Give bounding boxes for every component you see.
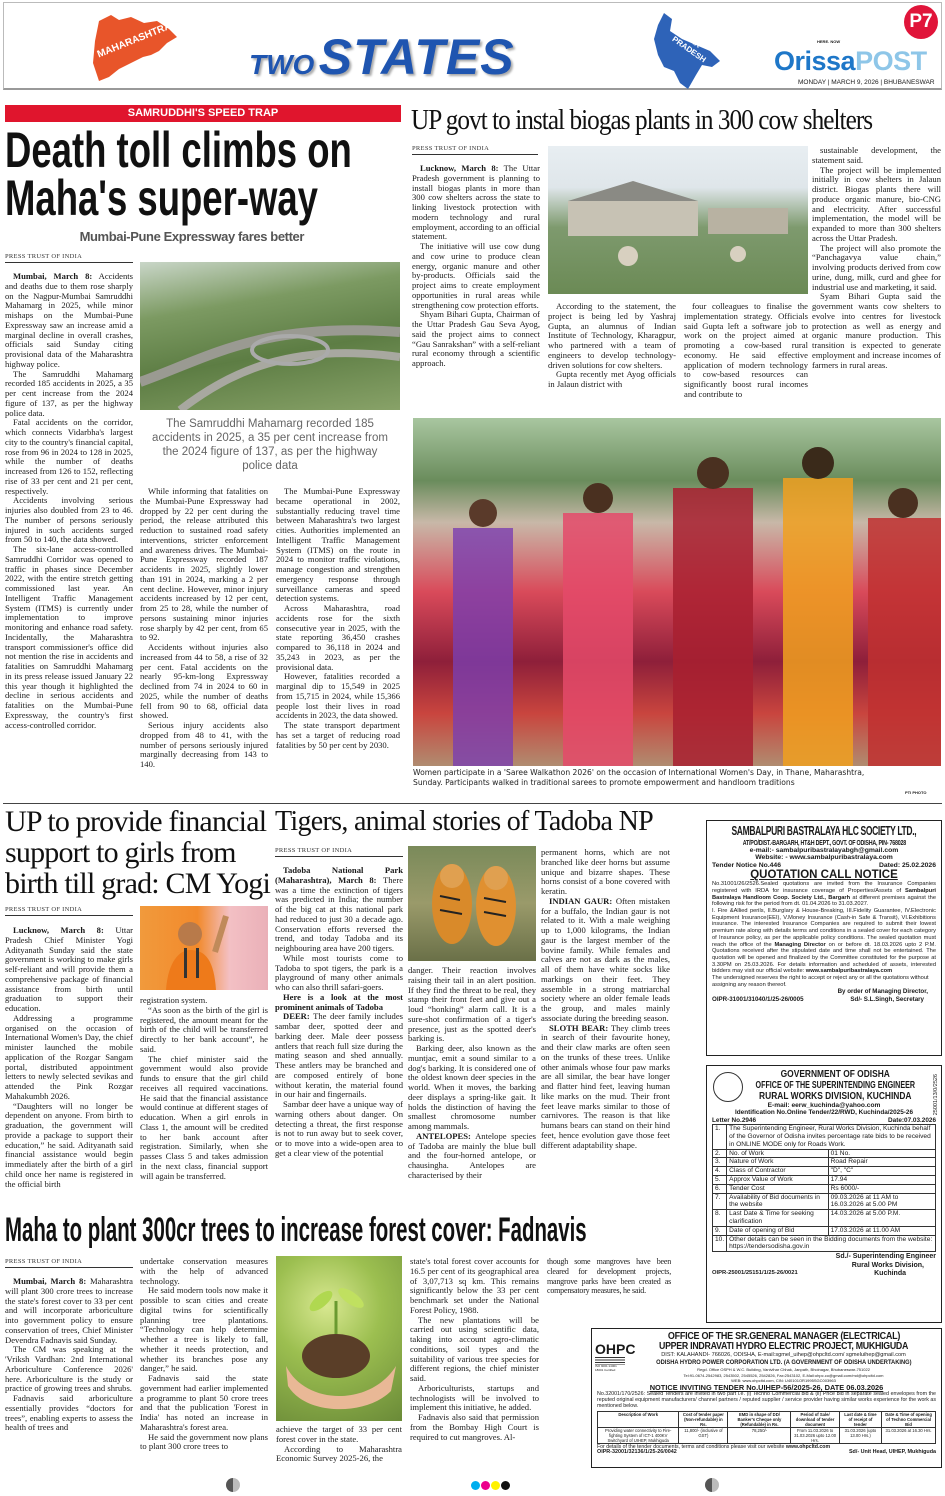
saree-walkathon-photo	[413, 418, 941, 766]
paragraph: Fatal accidents on the corridor, which connects Vidarbha's largest city to the country's financial capital, rose from 96 in 2024 to 128 in 2025, while the number of deaths increased from 126 to 152, reflecting rise of 33 per cent and 21 per cent, respectively.	[5, 417, 133, 496]
paragraph-text: The deer family includes sambar deer, spotted deer and barking deer. Male deer possess antlers that reach full size during the mating season and shed annually. These antlers may be branched and are composed entirely of bone without keratin, the material found in our hair and fingernails.	[275, 1011, 403, 1100]
ad-title: UPPER INDRAVATI HYDRO ELECTRIC PROJECT, MUKHIGUDA	[658, 1341, 909, 1352]
paragraph-text: though some mangroves have been cleared for development projects, mangrove parks have been created as compensatory measures, he said.	[547, 1257, 671, 1296]
text: POST	[855, 46, 927, 76]
text: By order of Managing Director,	[837, 988, 928, 996]
paragraph	[275, 866, 403, 954]
paragraph-text: Uttar Pradesh Chief Minister Yogi Adityanath Sunday said the state government is working to make girls self-reliant and will provide them a comprehensive package of financial assistance from birth until graduation to support their education.	[5, 926, 133, 1013]
paragraph	[276, 1425, 402, 1445]
paragraph: Fadnavis also said that permission from the Bombay High Court is required to cut mangroves. Al-	[410, 1412, 539, 1442]
text: birth till grad: CM Yogi	[5, 867, 271, 900]
paragraph: Accidents without injuries also increased from 44 to 58, a rise of 32 per cent. Fatal accidents on the nearly 95-km-long Expressway declined from 74 in 2024 to 60 in 2025, while the number of deaths fell from 90 to 68, official data showed.	[140, 642, 268, 721]
paragraph: The new plantations will be carried out using scientific data, taking into account agro-climatic conditions, soil types and the suitability of various tree species for different regions, the chief minister said.	[410, 1314, 539, 1383]
paragraph: Sambar deer have a unique way of warning others about danger. On detecting a threat, the first response is not to run away but to seek cover, or to move into a wide-open area to get a clear view of the potential	[275, 1099, 403, 1158]
registration-mark	[226, 1478, 240, 1492]
paragraph: four colleagues to finalise the implementation strategy. Officials said Gupta left a software job to work on the project aimed at promoting a cow-based rural economy. He said effective application of modern technology to cow-based resources can significantly boost rural incomes and contribute to	[684, 302, 808, 399]
headline	[411, 103, 945, 137]
lead-in: DEER:	[283, 1011, 310, 1022]
text: I. Fire &Allied perils, II.Burglary & House-Breaking, III.Fidelity Guarantee, IV.Electronic Equipment Insurance(EEI), V.Money Insurance (Cash-in Safe & Transit), VI.Exhibitions insurance. The interested Insurance Companies are required to submit their lowest premium rate along with details terms and conditions in a sealed cover for each category of Insurance policy, as per the applicable policy conditions. The sealed quotation must reach the office of the	[712, 908, 936, 948]
paragraph: The Mumbai-Pune Expressway became operational in 2002, substantially reducing travel time between Maharashtra's two largest cities. Authorities implemented an Intelligent Traffic Management System (ITMS) on the route in 2024 to monitor traffic violations, manage congestion and strengthen emergency response through surveillance cameras and speed detection systems.	[276, 487, 400, 604]
cmyk-dot-yellow	[491, 1481, 500, 1490]
table-cell: 09.03.2026 at 11 AM to 16.03.2026 at 5.00 PM	[828, 1193, 935, 1210]
ohpc-logo	[595, 1332, 636, 1372]
table-row	[713, 1125, 936, 1149]
paragraph: sustainable development, the statement said.	[812, 146, 941, 165]
table-row	[713, 1235, 936, 1252]
sapling-in-hands-photo	[276, 1256, 402, 1421]
table-row	[713, 1193, 936, 1210]
table-header: Period of Sale/ download of tender document	[791, 1411, 839, 1427]
paragraph: Shyam Bihari Gupta, Chairman of the Uttar Pradesh Gau Seva Ayog, said the project aims to connect “Gau Sanrakshan” with a self-reliant rural economy through a scientific approach.	[412, 309, 540, 368]
table-cell: 17.94	[828, 1176, 935, 1185]
photo-caption: Women participate in a 'Saree Walkathon 2026' on the occasion of International Women's Day, in Thane, Maharashtra, Sunday. Participants walked in traditional sarees to promote empowerment and handloom traditions	[413, 768, 865, 787]
text: www.ohpcltd.com	[785, 1443, 831, 1450]
subhead: Mumbai-Pune Expressway fares better	[79, 229, 304, 244]
text: Maha to plant 300cr trees to increase forest cover: Fadnavis	[5, 1212, 587, 1248]
odisha-emblem-icon	[713, 1072, 743, 1102]
table-header: Date & Time of opening of Techno Commercial Bid	[882, 1411, 936, 1427]
table-cell: Availability of Bid documents in the website	[727, 1193, 828, 1210]
article-column	[140, 996, 268, 1202]
byline: PRESS TRUST OF INDIA	[275, 847, 403, 857]
paragraph: The initiative will use cow dung and cow urine to produce clean energy, organic manure and other by-products. Officials said the project aims to create employment opportunities in rural areas while strengthening cow protection efforts.	[412, 241, 540, 310]
paragraph-text: danger. Their reaction involves raising their tail in an alert position. If they find the threat to be real, they stamp their front feet and give out a loud “honking” alarm call. It is a sure-shot confirmation of a tiger's presence, just as the spotted deer's barking is.	[408, 966, 536, 1044]
table-row	[713, 1167, 936, 1176]
table-row	[713, 1226, 936, 1235]
text: Website: - www.sambalpuribastralaya.com	[755, 854, 893, 862]
article-column	[5, 926, 133, 1202]
paragraph	[5, 272, 133, 370]
paragraph-text: permanent horns, which are not branched like deer horns but assume unique and bizarre shapes. These horns consist of a bone covered with keratin.	[541, 848, 670, 896]
paragraph-text: Maharashtra will plant 300 crore trees to increase the state's forest cover to 33 per cent and will incorporate arboriculture into government policy to ensure conservation of trees, Chief Minister Devendra Fadnavis said Sunday.	[5, 1277, 133, 1345]
paragraph: While informing that fatalities on the Mumbai-Pune Expressway had dropped by 22 per cent during the period, the release attributed this reduction to sustained road safety interventions, stricter enforcement and awareness drives. The Mumbai-Pune Expressway recorded 187 accidents in 2025, slightly lower than 191 in 2024, marking a 2 per cent decline. However, minor injury accidents increased by 12 per cent, from 25 to 28, while the number of persons sustaining minor injuries rose sharply by 42 per cent, from 65 to 92.	[140, 487, 268, 643]
table-cell: "D", "C"	[828, 1167, 935, 1176]
text: For details of the tender documents, terms and conditions please visit our website	[597, 1443, 786, 1450]
ad-title: OFFICE OF THE SR.GENERAL MANAGER (ELECTRICAL)	[667, 1331, 900, 1342]
ad-corp: ODISHA HYDRO POWER CORPORATION LTD. (A GOVERNMENT OF ODISHA UNDERTAKING)	[655, 1359, 912, 1366]
paragraph: The Samruddhi Mahamarg recorded 185 accidents in 2025, a 35 per cent increase from the 2024 figure of 137, as per the highway police data.	[5, 368, 133, 418]
paragraph	[412, 164, 540, 242]
table-cell: 78,250/-	[728, 1427, 791, 1443]
text: Letter No.2946	[712, 1116, 757, 1124]
yogi-adityanath-photo	[140, 906, 268, 990]
paragraph: Accidents involving serious injuries also doubled from 23 to 46. The number of persons seriously injured in such accidents surged from 50 to 140, the data showed.	[5, 495, 133, 545]
paragraph	[541, 1024, 670, 1151]
cow-shelter-photo	[548, 146, 808, 294]
kicker: SAMRUDDHI'S SPEED TRAP	[5, 105, 401, 122]
paragraph-text: They climb trees in search of their favourite honey, and their claw marks are often seen on the trunks of these trees. Unlike other animals whose four paw marks are all similar, the bear have longer and flatter hind feet, leaving human like marks on the mud. Their front feet leave marks similar to those of carnivores. The reason is that like humans bears can stand on their hind feet, hence evolution gave those feet different adaptability shape.	[541, 1022, 670, 1150]
text: Sd/- Unit Head, UIHEP, Mukhiguda	[848, 1449, 936, 1456]
table-header: EMD in shape of DD/ Banker's Cheque only (Refundable) in Rs.	[728, 1411, 791, 1427]
registration-mark	[705, 1478, 719, 1492]
paragraph	[541, 897, 670, 1024]
text: e-mail:- sambalpuribastralayabgh@gmail.com	[749, 847, 899, 854]
lead-in: Here is a look at the most prominent animals of Tadoba	[275, 991, 403, 1012]
table-row	[713, 1176, 936, 1185]
uttar-pradesh-map-logo	[652, 9, 722, 91]
paragraph: Syam Bihari Gupta said the government wants cow shelters to evolve into centres for livestock protection as well as energy and organic manure production. This transition is expected to generate employment and increase incomes of farmers in rural areas.	[812, 291, 941, 370]
paragraph	[140, 1257, 268, 1286]
paragraph: “As soon as the birth of the girl is registered, the amount meant for the birth of the child will be transferred directly to her bank account”, he said.	[140, 1004, 268, 1054]
article-column	[547, 1257, 671, 1309]
text: ISO 9001:14001 18001 Certified	[595, 1364, 617, 1372]
paragraph: Barking deer, also known as the muntjac, emit a sound similar to a dog's barking. It is considered one of the oldest known deer species in the world. When it moves, the barking deer displays a spring-like gait. It holds the distinction of having the smallest chromosome number among mammals.	[408, 1043, 536, 1131]
table-cell: 6.	[713, 1184, 727, 1193]
table-header: Description of Work	[598, 1411, 679, 1427]
table-cell: Rs 6000/-	[828, 1184, 935, 1193]
paragraph: Serious injury accidents also dropped from 48 to 41, with the number of persons seriously injured marginally decreasing from 143 to 140.	[140, 720, 268, 769]
ad-side-code: 25001/13/0/2526	[932, 1074, 939, 1116]
paragraph-text: There was a time the extinction of tigers was predicted in India; the number of the big cat at this national park had reduced to just 30 a decade ago. Conservation efforts reversed the trend, and today Tadoba and its neighbouring area have 200 tigers.	[275, 874, 403, 953]
text: Death toll climbs on	[5, 126, 352, 178]
table-cell: 31.03.2026 at 16.30 Hrs.	[882, 1427, 936, 1443]
table-cell: 8.	[713, 1210, 727, 1227]
text: OIPR-31001/31040/1/25-26/0005	[712, 995, 804, 1003]
paragraph: The chief minister said the government would also provide funds to ensure that the girl child receives all required vaccinations. He said that the financial assistance would continue at different stages of education. When a girl enrols in Class 1, the amount will be credited to her bank account after registration. Similarly, when she passes Class 5 and takes admission in the next class, financial support will again be transferred.	[140, 1053, 268, 1181]
paragraph: The project will also promote the “Panchagavya value chain,” involving products derived from cow urine, dung, milk, curd and ghee for industrial use and marketing, it said.	[812, 242, 941, 292]
lead-in: ANTELOPES:	[416, 1130, 471, 1141]
text: at different premises against the following risk for the period from dt. 01.04.2026 to 31.03.2027.	[712, 894, 936, 908]
paragraph: “Daughters will no longer be dependent on anyone. From birth to graduation, the government will provide a package to support their education,” he said. Adityanath said financial assistance would begin immediately after the birth of a girl child once her name is registered in the official birth	[5, 1100, 133, 1189]
table-cell: 7.	[713, 1193, 727, 1210]
article-column	[140, 1257, 268, 1467]
text: QUOTATION CALL NOTICE	[750, 869, 898, 882]
lead-in: Tadoba National Park (Maharashtra), March 8:	[275, 866, 403, 885]
text: NOTICE INVITING TENDER No.UIHEP-56/2025-26, DATE 06.03.2026	[649, 1382, 884, 1392]
paragraph	[275, 1012, 403, 1100]
cmyk-dot-magenta	[481, 1481, 490, 1490]
paragraph: While most tourists come to Tadoba to spot tigers, the park is a playground of many other animals who can also thrill safari-goers.	[275, 952, 403, 992]
section-title-states: STATES	[318, 29, 515, 85]
text: www.sambalpuribastralaya.com	[805, 968, 893, 975]
tender-ad-rural-works	[706, 1065, 942, 1323]
brand-tagline: HERE. NOW	[817, 39, 841, 44]
table-cell: Class of Contractor	[727, 1167, 828, 1176]
table-header: Cost of tender paper (Non-refundable) in Rs.	[679, 1411, 728, 1427]
lead-in: INDIAN GAUR:	[549, 895, 613, 906]
text: Sambalpuri Bastralaya Handloom Coop. Society Ltd., Bargarh	[712, 887, 936, 901]
ad-title: SAMBALPURI BASTRALAYA HLC SOCIETY LTD.,	[731, 824, 917, 838]
ad-title: RURAL WORKS DIVISION, KUCHINDA	[758, 1090, 912, 1102]
table-cell: Nature of Work	[727, 1158, 828, 1167]
paragraph: However, fatalities recorded a marginal dip to 15,549 in 2025 from 15,715 in 2024, while 15,366 people lost their lives in road accidents in 2023, the data showed.	[276, 671, 400, 721]
paragraph: He said the government now plans to plant 300 crore trees to	[140, 1431, 268, 1452]
table-cell: 3.	[713, 1158, 727, 1167]
headline: Tigers, animal stories of Tadoba NP	[275, 806, 653, 837]
table-row	[713, 1158, 936, 1167]
table-cell: 2.	[713, 1149, 727, 1158]
text: Identification No.Online Tender/22/RWD, Kuchinda/2025-26	[734, 1109, 914, 1117]
maharashtra-map-logo	[89, 11, 179, 83]
paragraph	[275, 993, 403, 1013]
article-column	[548, 302, 676, 402]
paragraph: The CM was speaking at the 'Vriksh Vardhan: 2nd International Arboriculture Conference 2026' here. Arboriculture is the study or practice of growing trees and shrubs.	[5, 1344, 133, 1394]
expressway-photo	[140, 262, 400, 410]
paragraph: Gupta recently met Ayog officials in Jalaun district with	[548, 369, 676, 389]
table-cell: Approx Value of Work	[727, 1176, 828, 1185]
text: No.32001/170/2526: Sealed Tenders are invited in two part i.e. (i) Techno Commercial bid & (ii) Price bid in separate sealed envelopes from the reputed original equipment manufacturers/ channel partners / reputed supplier / service provider having similar works experience for the work as mentioned below.	[597, 1391, 936, 1409]
cmyk-dot-black	[501, 1481, 510, 1490]
article-column	[684, 302, 808, 402]
text: No.31001/26/2526.Sealed quotations are invited from the Insurance Companies registered with IRDA for insurance coverage of Properties/Assets of	[712, 881, 936, 894]
text: DIST: KALAHANDI- 766026, ODISHA, E-mail:sgmel_uihep@ohpcltd.com/ sgmeluihep@gmail.com	[661, 1352, 906, 1358]
photo-credit: PTI PHOTO	[905, 790, 927, 795]
tender-details-table	[712, 1124, 936, 1252]
article-column	[408, 966, 536, 1202]
tigers-photo	[408, 846, 536, 961]
paragraph	[547, 1257, 671, 1296]
paragraph: Across Maharashtra, road accidents rose for the sixth consecutive year in 2025, with the state reporting 36,450 crashes compared to 36,118 in 2024 and 35,243 in 2023, as per the provisional data.	[276, 603, 400, 672]
text: Sd/- S.L.Singh, Secretary	[850, 995, 924, 1003]
table-row	[713, 1210, 936, 1227]
article-column	[5, 272, 133, 792]
article-column	[412, 164, 540, 402]
maharashtra-label: MAHARASHTRA	[95, 20, 174, 61]
text: UP to provide financial	[5, 805, 267, 838]
text: Maha's super-way	[5, 170, 318, 226]
text: OHPC	[595, 1341, 636, 1357]
byline: PRESS TRUST OF INDIA	[5, 906, 133, 916]
article-column	[140, 487, 268, 792]
article-column	[5, 1277, 133, 1467]
article-column	[276, 1425, 402, 1467]
article-column	[410, 1257, 539, 1467]
section-title	[249, 28, 515, 86]
paragraph: According to the statement, the project is being led by Yashraj Gupta, an alumnus of Indian Institute of Technology, Kharagpur, who partnered with a team of engineers to develop technology-driven solutions for cow shelters.	[548, 302, 676, 370]
section-divider	[3, 803, 942, 804]
text: Tel:91-0674-2542983, 2543502, 2545526, 2542826, Fax:2543102, E-Mail:ohpc.co@gmail.com/md@ohpcltd.com	[683, 1372, 884, 1378]
article-column	[276, 487, 400, 792]
text: Date:07.03.2026	[888, 1116, 936, 1124]
paragraph: The six-lane access-controlled Samruddhi Corridor was opened to traffic in phases since December 2022, with the entire stretch getting commissioned last year. An Intelligent Traffic Management System (ITMS) is currently under implementation to improve monitoring and enhance road safety. Incidentally, the Maharashtra transport commissioner's office did not mention the rise in accidents and fatalities on Samruddhi Mahamarg in its press release issued January 22 this year though it highlighted the decline in serious accidents and fatalities on the Mumbai-Pune Expressway, the country's first access-controlled corridor.	[5, 544, 133, 730]
masthead	[3, 2, 942, 90]
lead-in: Lucknow, March 8:	[420, 164, 499, 173]
table-cell: 10.	[713, 1235, 727, 1252]
paragraph: The project will be implemented initially in cow shelters in Jalaun district. Biogas plants there will produce organic manure, bio-CNG and electricity. After successful implementation, the model will be expanded to more than 300 shelters across the Uttar Pradesh.	[812, 164, 941, 243]
paragraph-text: undertake conservation measures with the help of advanced technology.	[140, 1257, 268, 1286]
table-cell: Other details can be seen in the Bidding documents from the website: https://tendersodisha.gov.in	[727, 1235, 936, 1252]
paragraph-text: registration system.	[140, 996, 208, 1005]
text: UP govt to instal biogas plants in 300 cow shelters	[411, 104, 873, 136]
table-cell: Date of opening of Bid	[727, 1226, 828, 1235]
article-column	[541, 848, 670, 1202]
byline: PRESS TRUST OF INDIA	[412, 145, 538, 155]
cmyk-dot-cyan	[471, 1481, 480, 1490]
paragraph: Fadnavis said arboriculture essentially provides “doctors for trees”, enabling experts to assess the health of trees and	[5, 1393, 133, 1433]
headline	[5, 806, 270, 899]
paragraph: According to Maharashtra Economic Survey 2025-26, the	[276, 1443, 402, 1464]
text: Kuchinda	[874, 1270, 906, 1278]
lead-in: Lucknow, March 8:	[13, 926, 104, 935]
table-cell: The Superintending Engineer, Rural Works Division, Kuchinda behalf of the Governor of Odisha invites percentage rate bids to be received in ONLINE MODE only for Roads Work.	[727, 1125, 936, 1149]
table-row	[713, 1149, 936, 1158]
ohpc-tender-table	[597, 1411, 936, 1444]
table-cell: Tender Cost	[727, 1184, 828, 1193]
text: Dated: 25.02.2026	[878, 861, 936, 869]
text: OIPR-32001/32136/1/25-26/0042	[597, 1449, 677, 1456]
text: Managing Director	[774, 941, 826, 948]
text: The undersigned reserves the right to accept or reject any or all the quotations without assigning any reason thereof.	[712, 975, 929, 988]
lead-in: SLOTH BEAR:	[549, 1022, 609, 1033]
pull-quote: The Samruddhi Mahamarg recorded 185 accidents in 2025, a 35 per cent increase from the 2024 figure of 137, as per the highway police data	[152, 418, 388, 472]
table-row	[713, 1184, 936, 1193]
table-cell: 17.03.2026 at 11.00 AM	[828, 1226, 935, 1235]
paragraph	[5, 926, 133, 1014]
headline	[5, 1212, 675, 1248]
paragraph	[5, 1277, 133, 1345]
text: on or before dt. 18.03.2026 upto 2 P.M. Quotations received after the stipulated date and time shall not be entertained. The quotation will be opened and finalized by the Committee constituted for the purpose at 3.30PM on 25.03.2026. For details information and scheduled of assets, interested bidders may visit our official website:	[712, 941, 936, 975]
text: support to girls from	[5, 836, 236, 869]
paragraph-text: state's total forest cover accounts for 16.5 per cent of its geographical area of 3,07,713 sq km. This remains significantly below the 33 per cent benchmark set under the National Forest Policy, 1988.	[410, 1257, 539, 1315]
text: OIPR-25001/25151/1/25-26/0021	[712, 1270, 798, 1277]
text: Regd. Office OSPH & W.C. Building, Vanivihar Chhak, Janpath, Bhoinagar, Bhubaneswar-751022	[697, 1367, 870, 1372]
table-cell: No. of Work	[727, 1149, 828, 1158]
lead-in: Mumbai, March 8:	[13, 1277, 87, 1286]
article-column	[275, 866, 403, 1202]
ad-address: AT/PO/DIST.-BARGARH, HT&H DEPT., GOVT. OF ODISHA, PIN- 768028	[742, 838, 906, 847]
paragraph: Arboriculturists, startups and technologists will be involved to implement this initiative, he added.	[410, 1382, 539, 1413]
lead-in: Mumbai, March 8:	[13, 272, 93, 281]
text: Orissa	[774, 46, 856, 76]
table-cell: 11,800/- (inclusive of GST)	[679, 1427, 728, 1443]
table-cell: Last Date & Time for seeking clarification	[727, 1210, 828, 1227]
paragraph	[410, 1257, 539, 1316]
page-number-badge: P7	[904, 5, 938, 39]
table-cell: 31.03.2026 (upto 13.00 Hrs.)	[839, 1427, 881, 1443]
tender-ad-sambalpuri	[706, 820, 942, 1056]
paragraph	[408, 966, 536, 1044]
paragraph: Fadnavis said the state government had earlier implemented a programme to plant 50 crore trees and that the publication 'Forest in India' has noted an increase in Maharashtra's forest area.	[140, 1373, 268, 1432]
table-cell: From 11.03.2026 to 31.03.2026 upto 12.00 Hrs.	[791, 1427, 839, 1443]
orissapost-logo	[774, 47, 927, 75]
table-cell: 9.	[713, 1226, 727, 1235]
text: Rural Works Division,	[851, 1262, 924, 1270]
ad-title: OFFICE OF THE SUPERINTENDING ENGINEER	[755, 1079, 915, 1091]
table-header: Last date & time of receipt of tender	[839, 1411, 881, 1427]
text: WEB: www.ohpcltd.com, CIN: U40101OR1995SGC003963	[731, 1378, 836, 1384]
table-cell: 01 No.	[828, 1149, 935, 1158]
paragraph: He said modern tools now make it possible to scan cities and create digital twins for scientifically planning tree plantations. “Technology can help determine whether a tree is likely to fall, whether it needs protection, and whether its branches pose any danger,” he said.	[140, 1285, 268, 1374]
paragraph-text: Accidents and deaths due to them rose sharply on the Nagpur-Mumbai Samruddhi Mahamarg in 2025, while minor mishaps on the Mumbai-Pune Expressway saw an increase amid a marginal decline in overall crashes, officials said Sunday citing provisional data of the Maharashtra highway police.	[5, 272, 133, 369]
paragraph-text: Often mistaken for a buffalo, the Indian gaur is not related to it. With a male weighing up to 1,000 kilograms, the Indian gaur is the largest member of the bovine family. While females and calves are not as dark as the males, all of them have white socks like markings on their feet. They assemble in a strong matriarchal society where an older female leads the group, and males mainly associate during the breeding season.	[541, 895, 670, 1023]
paragraph	[541, 848, 670, 897]
paragraph-text: Antelope species of Tadoba are mainly the blue bull and the four-horned antelope, or chausingha. Antelopes are characterised by their	[408, 1130, 536, 1180]
text: Tender Notice No.446	[712, 861, 781, 869]
table-cell: 5.	[713, 1176, 727, 1185]
section-title-two: TWO	[249, 49, 315, 80]
paragraph	[408, 1132, 536, 1181]
byline: PRESS TRUST OF INDIA	[5, 1258, 133, 1268]
headline	[5, 126, 405, 226]
paragraph: The state transport department has set a target of reducing road fatalities by 50 per cent by 2030.	[276, 720, 400, 750]
article-column	[812, 146, 941, 402]
up-label: UTTAR PRADESH	[670, 27, 708, 65]
table-cell: 1.	[713, 1125, 727, 1149]
ad-title: GOVERNMENT OF ODISHA	[780, 1068, 890, 1080]
paragraph: Addressing a programme organised on the occasion of International Women's Day, the chief minister launched the mobile application of the Rozgar Sangam portal, distributed appointment letters to newly selected sevikas and attended the Pink Rozgar Mahakumbh 2026.	[5, 1012, 133, 1101]
text: E-mail: eerw_kuchinda@yahoo.com	[767, 1102, 881, 1109]
table-cell: 14.03.2026 at 5.00 P.M.	[828, 1210, 935, 1227]
byline: PRESS TRUST OF INDIA	[5, 253, 133, 263]
table-cell: Road Repair	[828, 1158, 935, 1167]
text: Sd./- Superintending Engineer	[835, 1253, 936, 1261]
dateline: MONDAY | MARCH 9, 2026 | BHUBANESWAR	[798, 79, 935, 86]
paragraph-text: The Uttar Pradesh government is planning to install biogas plants in more than 300 cow shelters across the state to linking livestock protection with modern technology and rural employment, according to an official statement.	[412, 164, 540, 242]
table-cell: 4.	[713, 1167, 727, 1176]
table-cell: Providing water connectivity to Fire-fighting System of ICT-1 400KV Switchyard of UIHEP, Mukhiguda	[598, 1427, 679, 1443]
tender-ad-ohpc	[591, 1328, 942, 1468]
paragraph-text: achieve the target of 33 per cent forest cover in the state.	[276, 1425, 402, 1444]
